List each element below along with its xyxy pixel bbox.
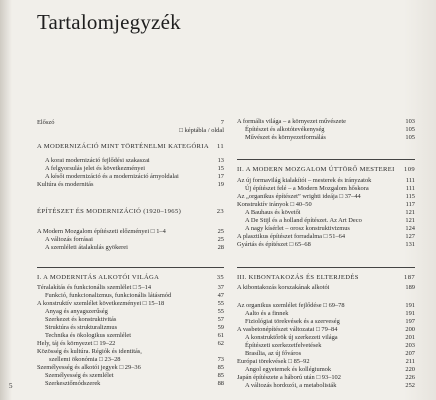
toc-entry-page: 111 bbox=[405, 177, 415, 184]
toc-entry-title: A konstruktőrök új szerkezeti világa bbox=[245, 334, 338, 341]
toc-entry-page: 17 bbox=[217, 173, 224, 180]
toc-entry-page: 103 bbox=[405, 118, 415, 125]
toc-entry-title: Konstruktív irányok □ 40–50 bbox=[237, 201, 312, 208]
toc-entry-title: I. A MODERNITÁS ALKOTÓI VILÁGA bbox=[37, 274, 160, 281]
toc-entry-page: 189 bbox=[405, 284, 415, 291]
toc-entry-title: Szerkezet és konstruktivitás bbox=[45, 316, 117, 323]
toc-entry-page: 124 bbox=[405, 225, 415, 232]
toc-entry-title: Építészeti szerkezetfelvetések bbox=[245, 342, 322, 349]
toc-entry-title: Előszó bbox=[37, 119, 55, 126]
toc-section-heading bbox=[237, 159, 415, 173]
toc-entry-page: 252 bbox=[405, 382, 415, 389]
page-number: 5 bbox=[9, 382, 13, 390]
toc-entry-page: 203 bbox=[405, 342, 415, 349]
toc-entry-page: 121 bbox=[405, 217, 415, 224]
toc-entry-page: 220 bbox=[405, 366, 415, 373]
toc-entry-title: Új építészet felé – a Modern Mozgalom hőskora bbox=[245, 185, 369, 192]
toc-entry-page: 191 bbox=[405, 310, 415, 317]
toc-entry-title: Az új formavilág kialakítói – mesterek és irányzatok bbox=[237, 177, 372, 184]
toc-entry-title: szellemi ökonómia □ 23–28 bbox=[49, 356, 121, 363]
toc-entry-title: Hely, táj és környezet □ 19–22 bbox=[37, 340, 116, 347]
toc-entry-page: 88 bbox=[217, 380, 224, 387]
toc-entry-page: 61 bbox=[217, 332, 224, 339]
toc-entry-title: A késői modernizáció és a modernizáció árnyoldalai bbox=[45, 173, 179, 180]
toc-entry-page: 19 bbox=[217, 181, 224, 188]
toc-entry-page: 47 bbox=[217, 292, 224, 299]
toc-entry-page: 201 bbox=[405, 334, 415, 341]
toc-entry-title: ÉPÍTÉSZET ÉS MODERNIZÁCIÓ (1920–1965) bbox=[37, 208, 182, 215]
toc-entry-page: 200 bbox=[405, 326, 415, 333]
toc-entry-title: Funkció, funkcionalizmus, funkcionális látásmód bbox=[45, 292, 172, 299]
toc-entry-page: 109 bbox=[404, 166, 415, 173]
toc-entry-page: 23 bbox=[216, 208, 224, 215]
toc-entry-title: A kibontakozás korszakának alkotói bbox=[237, 284, 330, 291]
toc-entry-title: A MODERNIZÁCIÓ MINT TÖRTÉNELMI KATEGÓRIA bbox=[37, 143, 209, 150]
toc-entry-title: A nagy kísérlet – orosz konstruktivizmus bbox=[245, 225, 350, 232]
toc-entry-page: 207 bbox=[405, 350, 415, 357]
toc-section-heading bbox=[237, 267, 415, 281]
toc-entry-title: A formális világa – a környezet művészete bbox=[237, 118, 346, 125]
toc-entry-title: III. KIBONTAKOZÁS ÉS ELTERJEDÉS bbox=[237, 274, 359, 281]
toc-entry-page: 59 bbox=[217, 324, 224, 331]
toc-section-heading bbox=[37, 267, 224, 281]
toc-entry-title: Építészet és alkotótevékenység bbox=[245, 126, 325, 133]
toc-entry-title: Gyártás és építészet □ 65–68 bbox=[237, 241, 311, 248]
toc-entry-page: 187 bbox=[404, 274, 415, 281]
toc-entry-page: 35 bbox=[216, 274, 224, 281]
toc-entry-title: Az „organikus építészet” wrighti ideája □ 37–44 bbox=[237, 193, 361, 200]
toc-entry-title: A Bauhaus és követői bbox=[245, 209, 301, 216]
toc-entry-title: A változás forrásai bbox=[45, 236, 93, 243]
toc-entry-title: A konstruktív szemlélet következményei □ 15–18 bbox=[37, 300, 165, 307]
page-title: Tartalomjegyzék bbox=[37, 10, 181, 34]
toc-entry-title: Angol egyetemek és kollégiumok bbox=[245, 366, 332, 373]
toc-entry-title: Az organikus szemlélet fejlődése □ 69–78 bbox=[237, 302, 345, 309]
toc-entry-title: Brasília, az új főváros bbox=[245, 350, 302, 357]
toc-entry-title: Kultúra és modernitás bbox=[37, 181, 94, 188]
toc-entry-page: 191 bbox=[405, 302, 415, 309]
toc-entry-title: Közösség és kultúra. Régiók és identitás, bbox=[37, 348, 142, 355]
toc-entry-page: 197 bbox=[405, 318, 415, 325]
toc-entry-page: 85 bbox=[217, 364, 224, 371]
toc-entry-page: 7 bbox=[220, 119, 224, 126]
toc-entry-title: Japán építészete a háború után □ 93–102 bbox=[237, 374, 341, 381]
toc-entry-page: 62 bbox=[217, 340, 224, 347]
page-gutter-shadow bbox=[0, 0, 12, 400]
toc-entry-page: 121 bbox=[405, 209, 415, 216]
toc-entry-title: A vasbetonépítészet változatai □ 79–84 bbox=[237, 326, 338, 333]
toc-entry-title: II. A MODERN MOZGALOM ÚTTÖRŐ MESTEREI bbox=[237, 166, 395, 173]
toc-entry-title: Szerkesztőmódszerek bbox=[45, 380, 101, 387]
toc-entry-page: 37 bbox=[217, 284, 224, 291]
toc-entry-title: Személyesség és alkotói jegyek □ 29–36 bbox=[37, 364, 141, 371]
toc-entry-title: A változás hordozói, a metabolisták bbox=[245, 382, 337, 389]
toc-entry-title: Személyesség és szemlélet bbox=[45, 372, 114, 379]
toc-entry-title: A plasztikus építészet forradalma □ 51–64 bbox=[237, 233, 346, 240]
toc-entry-page: □ képtábla / oldal bbox=[179, 127, 224, 134]
toc-entry-page: 73 bbox=[217, 356, 224, 363]
toc-entry-page: 25 bbox=[217, 228, 224, 235]
toc-entry-page: 131 bbox=[405, 241, 415, 248]
toc-entry-page: 211 bbox=[405, 358, 415, 365]
toc-entry-page: 25 bbox=[217, 236, 224, 243]
toc-entry-title: Fiziológiai törekvések és a szerveség bbox=[245, 318, 340, 325]
toc-entry-title: A De Stijl és a holland építészet. Az Art Deco bbox=[245, 217, 362, 224]
toc-entry-page: 117 bbox=[405, 201, 415, 208]
toc-entry-title: Struktúra és strukturalizmus bbox=[45, 324, 118, 331]
toc-entry-page: 55 bbox=[217, 300, 224, 307]
toc-entry-title: Művészet és környezetformálás bbox=[245, 134, 326, 141]
toc-entry-title: Technika és ökologikus szemlélet bbox=[45, 332, 131, 339]
toc-entry-title: Európai törekvések □ 85–92 bbox=[237, 358, 310, 365]
toc-entry-page: 13 bbox=[217, 157, 224, 164]
toc-entry-title: A korai modernizáció fejlődési szakaszai bbox=[45, 157, 150, 164]
toc-entry-page: 127 bbox=[405, 233, 415, 240]
toc-entry-page: 85 bbox=[217, 372, 224, 379]
toc-entry-page: 115 bbox=[405, 193, 415, 200]
toc-entry-page: 28 bbox=[217, 244, 224, 251]
toc-entry-page: 111 bbox=[405, 185, 415, 192]
toc-entry-page: 226 bbox=[405, 374, 415, 381]
toc-entry-title: A szemléleti átalakulás gyökerei bbox=[45, 244, 128, 251]
toc-entry-title: Aalto és a finnek bbox=[245, 310, 289, 317]
toc-entry-title: Téralakítás és funkcionális szemlélet □ 5–14 bbox=[37, 284, 152, 291]
toc-entry-title: A felgyorsulás jelei és következményei bbox=[45, 165, 146, 172]
toc-entry-page: 57 bbox=[217, 316, 224, 323]
toc-entry-page: 15 bbox=[217, 165, 224, 172]
toc-entry-title: Anyag és anyagszerűség bbox=[45, 308, 108, 315]
toc-entry-page: 105 bbox=[405, 134, 415, 141]
toc-entry-page: 11 bbox=[216, 143, 224, 150]
toc-entry-page: 55 bbox=[217, 308, 224, 315]
toc-entry-page: 105 bbox=[405, 126, 415, 133]
toc-entry-title: A Modern Mozgalom építészeti előzményei □ 1–4 bbox=[37, 228, 166, 235]
